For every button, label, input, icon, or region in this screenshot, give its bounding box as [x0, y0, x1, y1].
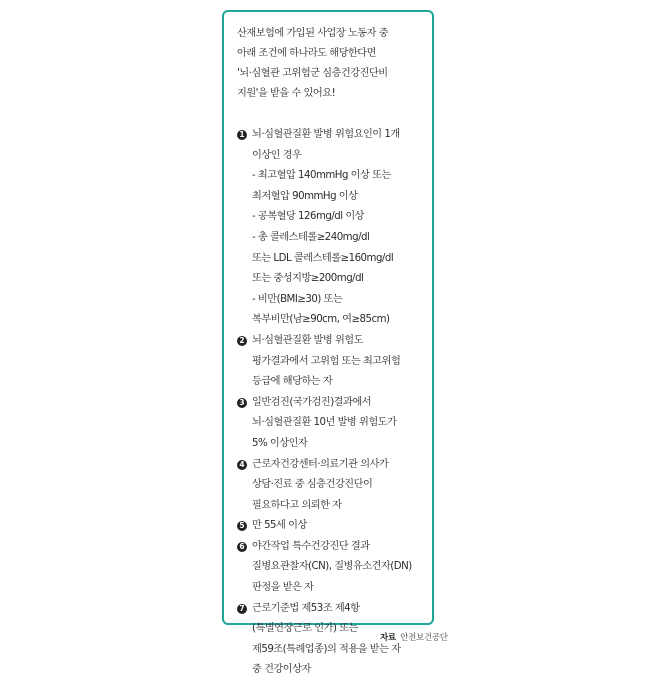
condition-list	[237, 125, 424, 681]
item-line: 뇌·심혈관질환 10년 발병 위험도가	[252, 417, 397, 429]
item-line: 뇌·심혈관질환 발병 위험도	[252, 334, 363, 346]
intro-text	[237, 24, 424, 104]
item-line: 일반검진(국가검진)결과에서	[252, 396, 372, 408]
number-badge: 1	[237, 130, 247, 140]
item-line: - 최고혈압 140mmHg 이상 또는	[252, 170, 391, 182]
item-line: 만 55세 이상	[252, 520, 307, 532]
number-badge: 7	[237, 604, 247, 614]
item-line: 근로자건강센터·의료기관 의사가	[252, 458, 389, 470]
item-line: 뇌·심혈관질환 발병 위험요인이 1개	[252, 129, 400, 140]
item-line: 질병요관찰자(CN), 질병유소견자(DN)	[252, 561, 412, 573]
item-line: - 공복혈당 126mg/dl 이상	[252, 211, 365, 223]
number-badge: 6	[237, 542, 247, 552]
item-line: 상담·진료 중 심층건강진단이	[252, 479, 373, 491]
number-badge: 2	[237, 336, 247, 346]
condition-item-4	[237, 455, 424, 517]
item-line: 5% 이상인자	[252, 437, 308, 449]
condition-item-2	[237, 331, 424, 393]
item-line: 또는 중성지방≥200mg/dl	[252, 273, 364, 285]
condition-item-5	[237, 516, 424, 537]
intro-line: '뇌·심혈관 고위험군 심층건강진단비	[237, 68, 388, 79]
intro-line: 산재보험에 가입된 사업장 노동자 중	[237, 28, 389, 39]
item-line: 최저혈압 90mmHg 이상	[252, 190, 358, 202]
intro-line: 아래 조건에 하나라도 해당한다면	[237, 48, 376, 59]
item-line: 근로기준법 제53조 제4항	[252, 602, 360, 614]
item-line: 야간작업 특수건강진단 결과	[252, 540, 370, 552]
condition-item-3	[237, 393, 424, 455]
number-badge: 4	[237, 460, 247, 470]
item-line: - 총 콜레스테롤≥240mg/dl	[252, 231, 370, 243]
number-badge: 5	[237, 521, 247, 531]
item-line: 이상인 경우	[252, 149, 302, 161]
item-line: (특별연장근로 인가) 또는	[252, 623, 358, 635]
item-line: 제59조(특례업종)의 적용을 받는 자	[252, 643, 401, 655]
source-text: 안전보건공단	[400, 633, 448, 643]
source-label: 자료	[380, 633, 396, 643]
item-line: - 비만(BMI≥30) 또는	[252, 293, 343, 305]
item-line: 필요하다고 의뢰한 자	[252, 499, 342, 511]
condition-item-6	[237, 537, 424, 599]
item-line: 판정을 받은 자	[252, 582, 314, 594]
intro-line: 지원'을 받을 수 있어요!	[237, 88, 336, 99]
number-badge: 3	[237, 398, 247, 408]
item-line: 중 건강이상자	[252, 664, 311, 676]
condition-item-1	[237, 125, 424, 331]
item-line: 평가결과에서 고위험 또는 최고위험	[252, 355, 401, 367]
source-caption	[380, 631, 448, 643]
item-line: 복부비만(남≥90cm, 여≥85cm)	[252, 314, 390, 326]
item-line: 또는 LDL 콜레스테롤≥160mg/dl	[252, 252, 394, 264]
item-line: 등급에 해당하는 자	[252, 376, 333, 388]
